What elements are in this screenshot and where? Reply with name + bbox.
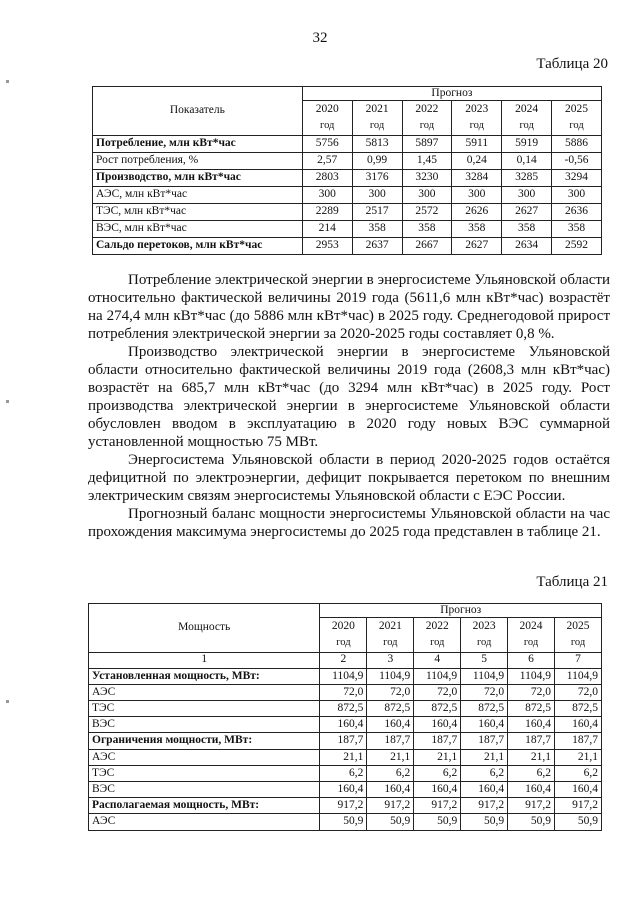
table-row xyxy=(93,152,602,169)
table-cell: 2517 xyxy=(352,203,402,220)
column-number-row xyxy=(89,652,602,668)
table-cell: 21,1 xyxy=(508,749,555,765)
table-cell: 2572 xyxy=(402,203,452,220)
table-cell: 0,99 xyxy=(352,152,402,169)
table-cell: 358 xyxy=(502,220,552,237)
table-cell: 917,2 xyxy=(461,798,508,814)
table-cell: 0,14 xyxy=(502,152,552,169)
scan-mark xyxy=(6,700,9,703)
row-label: ТЭС xyxy=(89,765,320,781)
table-cell: 50,9 xyxy=(508,814,555,830)
table-cell: 160,4 xyxy=(461,717,508,733)
table-cell: 0,24 xyxy=(452,152,502,169)
row-label: ТЭС xyxy=(89,700,320,716)
year-header xyxy=(302,101,352,135)
row-label: ВЭС xyxy=(89,782,320,798)
year-unit: год xyxy=(476,637,492,649)
table-cell: 5919 xyxy=(502,135,552,152)
table-cell: 1104,9 xyxy=(414,668,461,684)
table-cell: 160,4 xyxy=(508,717,555,733)
scan-mark xyxy=(6,80,9,83)
year-unit: год xyxy=(419,120,435,132)
page-number: 32 xyxy=(312,30,328,46)
paragraph-deficit: Энергосистема Ульяновской области в период 2020-2025 годов остаётся дефицитной по электроэнергии, дефицит покрывается перетоком по внешним электрическим связям энергосистемы Ульяновской области с ЕЭС России. xyxy=(88,452,610,504)
table-cell: 917,2 xyxy=(414,798,461,814)
table-cell: 50,9 xyxy=(414,814,461,830)
table-cell: 2667 xyxy=(402,237,452,254)
row-label: ВЭС xyxy=(89,717,320,733)
year-unit: год xyxy=(369,120,385,132)
year-unit: год xyxy=(469,120,484,132)
column-number: 6 xyxy=(508,652,555,668)
table-cell: 160,4 xyxy=(414,782,461,798)
row-label: Производство, млн кВт*час xyxy=(93,169,303,186)
table-row xyxy=(89,668,602,684)
table-cell: 1104,9 xyxy=(555,668,602,684)
year-header xyxy=(552,101,602,135)
year-unit: год xyxy=(336,637,351,649)
table-cell: 2,57 xyxy=(302,152,352,169)
column-number: 3 xyxy=(367,652,414,668)
table-cell: 187,7 xyxy=(367,733,414,749)
table-cell: 50,9 xyxy=(461,814,508,830)
table-cell: 214 xyxy=(302,220,352,237)
table-cell: 72,0 xyxy=(367,684,414,700)
table-cell: 3284 xyxy=(452,169,502,186)
row-label: Ограничения мощности, МВт: xyxy=(89,733,320,749)
table-cell: 2636 xyxy=(552,203,602,220)
table-cell: 300 xyxy=(352,186,402,203)
table-cell: 72,0 xyxy=(461,684,508,700)
table-cell: 6,2 xyxy=(320,765,367,781)
table-cell: 160,4 xyxy=(367,717,414,733)
capacity-header: Мощность xyxy=(89,604,320,653)
table-cell: 5756 xyxy=(302,135,352,152)
row-label: АЭС, млн кВт*час xyxy=(93,186,303,203)
table-cell: 3230 xyxy=(402,169,452,186)
table-cell: 5886 xyxy=(552,135,602,152)
table-cell: 160,4 xyxy=(508,782,555,798)
year-unit: год xyxy=(523,637,539,649)
table-cell: 5813 xyxy=(352,135,402,152)
table-cell: 160,4 xyxy=(367,782,414,798)
table-cell: 1104,9 xyxy=(320,668,367,684)
table-cell: 6,2 xyxy=(414,765,461,781)
table-cell: 1104,9 xyxy=(367,668,414,684)
table-cell: 160,4 xyxy=(555,717,602,733)
year-header xyxy=(352,101,402,135)
table-cell: 300 xyxy=(502,186,552,203)
table-cell: 358 xyxy=(402,220,452,237)
table-cell: 72,0 xyxy=(555,684,602,700)
row-label: ТЭС, млн кВт*час xyxy=(93,203,303,220)
year-value: 2020 xyxy=(331,620,355,633)
table-cell: 160,4 xyxy=(414,717,461,733)
table-cell: 2627 xyxy=(502,203,552,220)
table-cell: 187,7 xyxy=(320,733,367,749)
year-value: 2025 xyxy=(565,103,589,116)
table-cell: 5911 xyxy=(452,135,502,152)
row-label: АЭС xyxy=(89,814,320,830)
column-number: 1 xyxy=(89,652,320,668)
table-row xyxy=(89,733,602,749)
table-row xyxy=(93,220,602,237)
table-cell: 872,5 xyxy=(508,700,555,716)
year-header xyxy=(320,618,367,652)
table-cell: 872,5 xyxy=(367,700,414,716)
table-row xyxy=(89,684,602,700)
table-cell: 358 xyxy=(352,220,402,237)
table-cell: 6,2 xyxy=(367,765,414,781)
table-row xyxy=(93,186,602,203)
table-cell: 2627 xyxy=(452,237,502,254)
table-cell: 160,4 xyxy=(320,782,367,798)
row-label: ВЭС, млн кВт*час xyxy=(93,220,303,237)
table-cell: 2592 xyxy=(552,237,602,254)
year-value: 2021 xyxy=(365,103,389,116)
forecast-header: Прогноз xyxy=(302,87,601,101)
table-cell: 5897 xyxy=(402,135,452,152)
table-cell: 6,2 xyxy=(555,765,602,781)
column-number: 2 xyxy=(320,652,367,668)
row-label: Потребление, млн кВт*час xyxy=(93,135,303,152)
year-header xyxy=(452,101,502,135)
table-row xyxy=(89,717,602,733)
table-cell: 300 xyxy=(302,186,352,203)
year-value: 2025 xyxy=(566,620,590,633)
year-value: 2023 xyxy=(472,620,496,633)
table-cell: 358 xyxy=(552,220,602,237)
table-cell: 50,9 xyxy=(367,814,414,830)
forecast-capacity-table xyxy=(88,603,602,831)
table-cell: 3294 xyxy=(552,169,602,186)
table-cell: 187,7 xyxy=(508,733,555,749)
table-cell: 300 xyxy=(552,186,602,203)
table-cell: 300 xyxy=(452,186,502,203)
table-row xyxy=(89,814,602,830)
year-value: 2024 xyxy=(519,620,543,633)
year-unit: год xyxy=(569,120,584,132)
table-row xyxy=(89,700,602,716)
table-cell: 2953 xyxy=(302,237,352,254)
table-cell: 917,2 xyxy=(367,798,414,814)
row-label: Установленная мощность, МВт: xyxy=(89,668,320,684)
forecast-header: Прогноз xyxy=(320,604,602,618)
table-row xyxy=(89,765,602,781)
body-text xyxy=(88,271,610,541)
table-cell: 917,2 xyxy=(508,798,555,814)
table-row xyxy=(89,749,602,765)
year-header xyxy=(461,618,508,652)
year-value: 2023 xyxy=(465,103,489,116)
table-cell: 187,7 xyxy=(461,733,508,749)
table-cell: 872,5 xyxy=(461,700,508,716)
year-value: 2022 xyxy=(415,103,439,116)
year-header xyxy=(555,618,602,652)
table-cell: 72,0 xyxy=(508,684,555,700)
table-cell: 6,2 xyxy=(461,765,508,781)
table-cell: 872,5 xyxy=(555,700,602,716)
table-cell: 1104,9 xyxy=(461,668,508,684)
scan-mark xyxy=(6,400,9,403)
table-cell: 160,4 xyxy=(320,717,367,733)
table-cell: 50,9 xyxy=(555,814,602,830)
year-unit: год xyxy=(430,637,445,649)
table-cell: 2634 xyxy=(502,237,552,254)
table-cell: 2803 xyxy=(302,169,352,186)
paragraph-consumption: Потребление электрической энергии в энергосистеме Ульяновской области относительно фактической величины 2019 года (5611,6 млн кВт*час) возрастёт на 274,4 млн кВт*час (до 5886 млн кВт*час) в 2025 году. Среднегодовой прирост потребления электрической энергии за 2020-2025 годы составляет 0,8 %. xyxy=(88,272,610,342)
table-cell: 187,7 xyxy=(414,733,461,749)
table-cell: -0,56 xyxy=(552,152,602,169)
table-cell: 917,2 xyxy=(320,798,367,814)
column-number: 7 xyxy=(555,652,602,668)
table-cell: 872,5 xyxy=(414,700,461,716)
table-cell: 21,1 xyxy=(555,749,602,765)
table-21-label: Таблица 21 xyxy=(536,574,608,590)
year-header xyxy=(414,618,461,652)
table-cell: 1104,9 xyxy=(508,668,555,684)
year-header xyxy=(402,101,452,135)
table-cell: 2289 xyxy=(302,203,352,220)
row-label: АЭС xyxy=(89,684,320,700)
year-header xyxy=(502,101,552,135)
table-20-label: Таблица 20 xyxy=(536,56,608,72)
table-cell: 3176 xyxy=(352,169,402,186)
year-unit: год xyxy=(383,637,398,649)
table-cell: 358 xyxy=(452,220,502,237)
table-cell: 21,1 xyxy=(461,749,508,765)
table-cell: 50,9 xyxy=(320,814,367,830)
year-value: 2021 xyxy=(378,620,402,633)
year-value: 2024 xyxy=(515,103,539,116)
table-cell: 21,1 xyxy=(320,749,367,765)
indicator-header: Показатель xyxy=(93,87,303,136)
table-cell: 3285 xyxy=(502,169,552,186)
year-header xyxy=(508,618,555,652)
row-label: Располагаемая мощность, МВт: xyxy=(89,798,320,814)
paragraph-balance: Прогнозный баланс мощности энергосистемы Ульяновской области на час прохождения максимума энергосистемы до 2025 года представлен в таблице 21. xyxy=(88,506,610,540)
column-number: 5 xyxy=(461,652,508,668)
table-row xyxy=(89,782,602,798)
table-cell: 917,2 xyxy=(555,798,602,814)
table-cell: 2637 xyxy=(352,237,402,254)
year-unit: год xyxy=(519,120,534,132)
table-cell: 160,4 xyxy=(461,782,508,798)
table-cell: 1,45 xyxy=(402,152,452,169)
table-cell: 187,7 xyxy=(555,733,602,749)
table-cell: 21,1 xyxy=(367,749,414,765)
table-row xyxy=(93,237,602,254)
year-value: 2022 xyxy=(425,620,449,633)
table-cell: 21,1 xyxy=(414,749,461,765)
row-label: Сальдо перетоков, млн кВт*час xyxy=(93,237,303,254)
row-label: АЭС xyxy=(89,749,320,765)
table-cell: 300 xyxy=(402,186,452,203)
row-label: Рост потребления, % xyxy=(93,152,303,169)
table-cell: 160,4 xyxy=(555,782,602,798)
year-unit: год xyxy=(570,637,586,649)
table-cell: 872,5 xyxy=(320,700,367,716)
year-unit: год xyxy=(320,120,335,132)
table-cell: 72,0 xyxy=(414,684,461,700)
year-header xyxy=(367,618,414,652)
table-row xyxy=(93,203,602,220)
table-row xyxy=(93,135,602,152)
year-value: 2020 xyxy=(315,103,339,116)
paragraph-production: Производство электрической энергии в энергосистеме Ульяновской области относительно фактической величины 2019 года (2608,3 млн кВт*час) возрастёт на 685,7 млн кВт*час (до 3294 млн кВт*час) в 2025 году. Рост производства электрической энергии в энергосистеме Ульяновской области обусловлен вводом в эксплуатацию в 2020 году новых ВЭС суммарной установленной мощностью 75 МВт. xyxy=(88,344,610,450)
column-number: 4 xyxy=(414,652,461,668)
table-row xyxy=(89,798,602,814)
table-cell: 72,0 xyxy=(320,684,367,700)
table-cell: 2626 xyxy=(452,203,502,220)
forecast-energy-table xyxy=(92,86,602,255)
table-cell: 6,2 xyxy=(508,765,555,781)
table-row xyxy=(93,169,602,186)
